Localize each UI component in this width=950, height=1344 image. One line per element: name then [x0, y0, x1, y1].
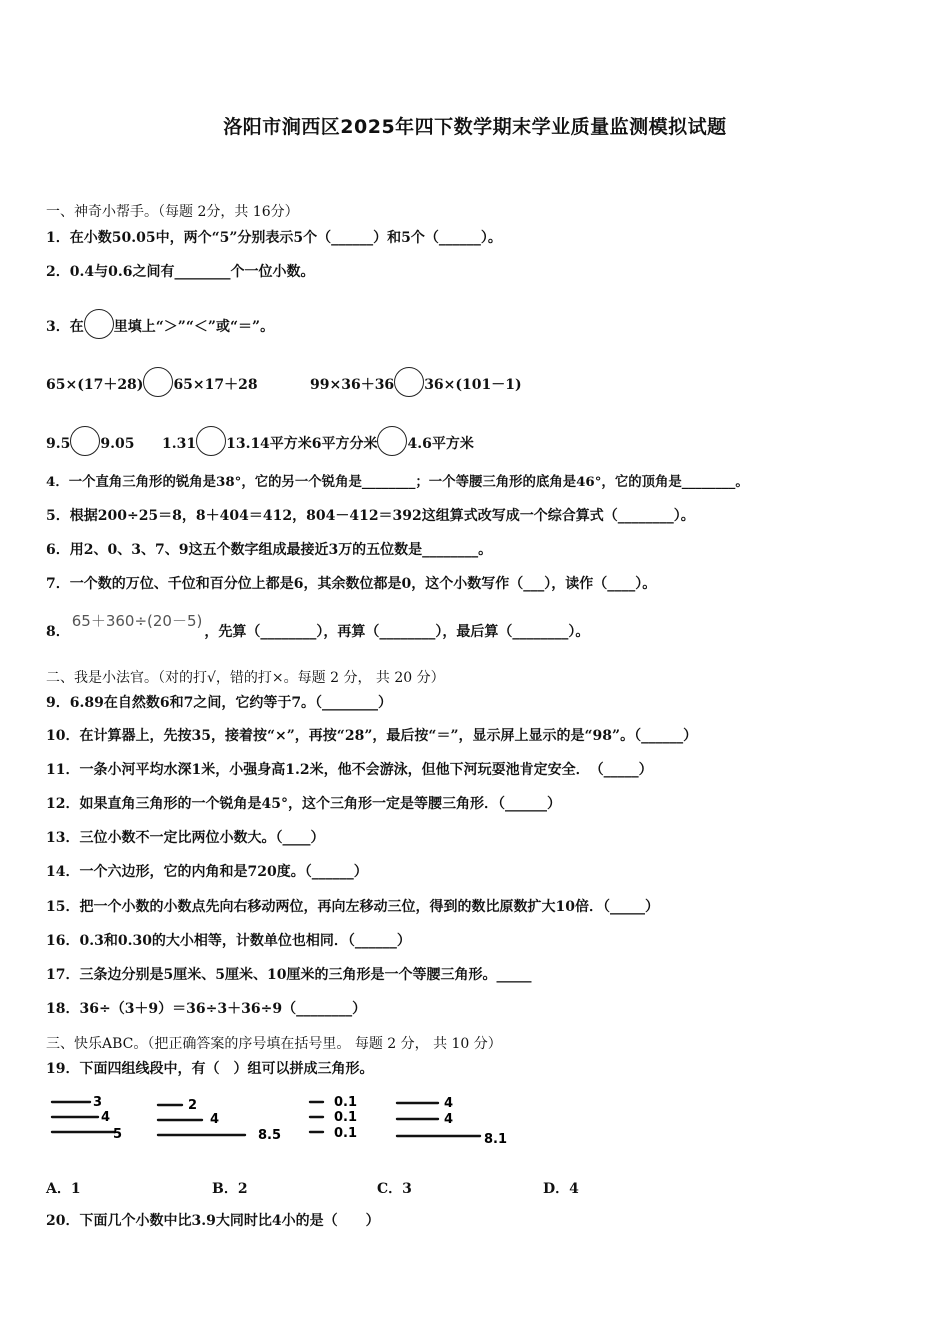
option-b[interactable]: B．2: [212, 1181, 248, 1197]
segment-label: 0.1: [334, 1110, 358, 1125]
question-10: 10．在计算器上，先按35，接着按“×”，再按“28”，最后按“＝”，显示屏上显示的是“98”。（______）: [46, 728, 698, 744]
segment-group-3: [310, 1102, 323, 1132]
compare-right: 13.1: [226, 436, 261, 452]
compare-item-1: [46, 367, 258, 397]
question-1: 1．在小数50.05中，两个“5”分别表示5个（______）和5个（______）。: [46, 230, 502, 246]
question-19: 19．下面四组线段中，有（ ）组可以拼成三角形。: [46, 1061, 374, 1077]
question-8-number: 8．: [46, 624, 70, 640]
question-5: 5．根据200÷25＝8，8＋404＝412，804－412＝392这组算式改写成一个综合算式（________）。: [46, 508, 695, 524]
segment-group-4: [397, 1103, 480, 1136]
question-3: [46, 309, 274, 339]
compare-left: 65×(17＋28): [46, 377, 144, 393]
segment-label: 5: [113, 1127, 123, 1142]
compare-circle[interactable]: [70, 426, 100, 456]
compare-circle[interactable]: [377, 426, 407, 456]
compare-left: 4平方米6平方分米: [260, 436, 378, 452]
compare-left: 1.31: [162, 436, 197, 452]
question-6: 6．用2、0、3、7、9这五个数字组成最接近3万的五位数是________。: [46, 542, 493, 558]
question-8: [46, 612, 590, 641]
question-7: 7．一个数的万位、千位和百分位上都是6，其余数位都是0，这个小数写作（___），读作（____）。: [46, 576, 657, 592]
segment-label: 0.1: [334, 1126, 358, 1141]
segment-label: 4: [101, 1110, 111, 1125]
question-9: 9．6.89在自然数6和7之间，它约等于7。（________）: [46, 695, 393, 711]
compare-circle[interactable]: [196, 426, 226, 456]
segment-label: 0.1: [334, 1095, 358, 1110]
question-11: 11．一条小河平均水深1米，小强身高1.2米，他不会游泳，但他下河玩耍池肯定安全． （_____）: [46, 762, 653, 778]
compare-right: 65×17＋28: [173, 377, 258, 393]
segment-label: 2: [188, 1098, 198, 1113]
compare-item-3: [46, 426, 134, 456]
question-3-prefix: 3．在: [46, 319, 84, 335]
question-4: 4．一个直角三角形的锐角是38°，它的另一个锐角是________；一个等腰三角形的底角是46°，它的顶角是________。: [46, 474, 749, 490]
question-15: 15．把一个小数的小数点先向右移动两位，再向左移动三位，得到的数比原数扩大10倍．（_____）: [46, 899, 659, 915]
option-a[interactable]: A．1: [46, 1181, 81, 1197]
question-18: 18．36÷（3＋9）＝36÷3＋36÷9（________）: [46, 1001, 367, 1017]
compare-circle-example[interactable]: [84, 309, 114, 339]
q8-expression: 65＋360÷(20－5): [71, 612, 203, 630]
segment-label: 4: [444, 1112, 454, 1127]
question-2: 2．0.4与0.6之间有________个一位小数。: [46, 264, 315, 280]
segment-label: 4: [444, 1096, 454, 1111]
question-17: 17．三条边分别是5厘米、5厘米、10厘米的三角形是一个等腰三角形。_____: [46, 967, 532, 983]
option-d[interactable]: D．4: [543, 1181, 579, 1197]
segment-label: 8.1: [484, 1132, 508, 1147]
compare-right: 36×(101－1): [424, 377, 522, 393]
section-2-heading: 二、我是小法官。（对的打√，错的打×。每题 2 分， 共 20 分）: [46, 670, 445, 686]
compare-left: 99×36＋36: [310, 377, 395, 393]
section-1-heading: 一、神奇小帮手。（每题 2分，共 16分）: [46, 204, 299, 220]
compare-left: 9.5: [46, 436, 71, 452]
compare-item-5: [260, 426, 474, 456]
segment-label: 8.5: [258, 1128, 282, 1143]
compare-item-2: [310, 367, 522, 397]
question-3-suffix: 里填上“＞”“＜”或“＝”。: [113, 319, 275, 335]
compare-right: 9.05: [100, 436, 135, 452]
compare-right: 4.6平方米: [407, 436, 474, 452]
option-c[interactable]: C．3: [377, 1181, 412, 1197]
question-13: 13．三位小数不一定比两位小数大。（____）: [46, 830, 325, 846]
line-segments-figure: [40, 1088, 520, 1154]
compare-item-4: [162, 426, 260, 456]
compare-circle[interactable]: [394, 367, 424, 397]
segment-label: 3: [93, 1095, 103, 1110]
question-8-text: ，先算（________），再算（________），最后算（________）。: [204, 624, 590, 640]
question-12: 12．如果直角三角形的一个锐角是45°，这个三角形一定是等腰三角形．（______）: [46, 796, 561, 812]
segment-group-2: [158, 1105, 245, 1135]
question-16: 16．0.3和0.30的大小相等，计数单位也相同．（______）: [46, 933, 411, 949]
question-20: 20．下面几个小数中比3.9大同时比4小的是（ ）: [46, 1213, 380, 1229]
segment-label: 4: [210, 1112, 220, 1127]
section-3-heading: 三、快乐ABC。（把正确答案的序号填在括号里。 每题 2 分， 共 10 分）: [46, 1036, 502, 1052]
page-title: 洛阳市涧西区2025年四下数学期末学业质量监测模拟试题: [223, 116, 727, 138]
compare-circle[interactable]: [143, 367, 173, 397]
question-14: 14．一个六边形，它的内角和是720度。（______）: [46, 864, 368, 880]
